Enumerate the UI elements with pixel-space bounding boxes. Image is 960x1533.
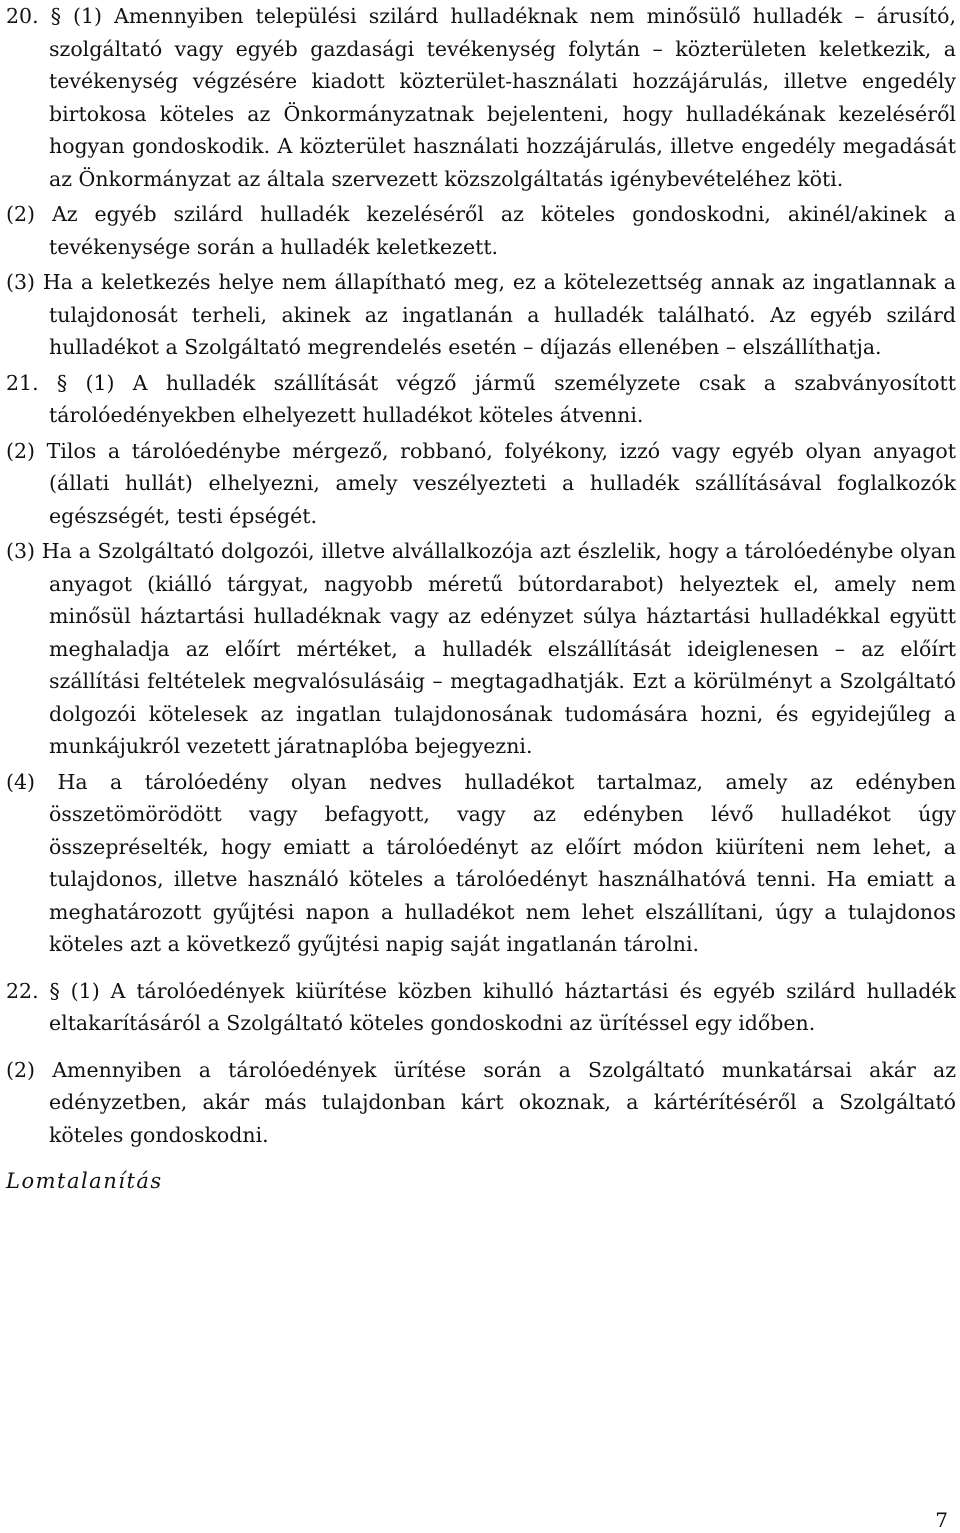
page-number: 7 [935,1508,948,1532]
section-22-sign: § [49,978,60,1003]
section-20-paragraph-1 [6,0,956,195]
section-22-paragraph-1-text: (1) A tárolóedények kiürítése közben kihulló háztartási és egyéb szilárd hulladék eltakarításáról a Szolgáltató köteles gondoskodni az ürítéssel egy időben. [49,978,956,1035]
section-heading-lomtalanitas: Lomtalanítás [6,1169,163,1193]
section-21-sign: § [56,370,68,395]
section-22-paragraph-1 [6,975,956,1040]
section-21-number: 21. [6,370,39,395]
document-page [6,0,956,1533]
section-22-number: 22. [6,978,39,1003]
section-20-sign: § [50,4,61,28]
section-21-paragraph-1 [6,367,956,432]
section-20-paragraph-1-text: (1) Amennyiben települési szilárd hulladéknak nem minősülő hulladék – árusító, szolgáltató vagy egyéb gazdasági tevékenység folytán – közterületen keletkezik, a tevékenység végzésére kiadott közterület-használati hozzájárulás, illetve engedély birtokosa köteles az Önkormányzatnak bejelenteni, hogy hulladékának kezeléséről hogyan gondoskodik. A közterület használati hozzájárulás, illetve engedély megadását az Önkormányzat az általa szervezett közszolgáltatás igénybevételéhez köti. [49,4,956,191]
section-20-number: 20. [6,4,39,28]
section-20-paragraph-2: (2) Az egyéb szilárd hulladék kezeléséről az köteles gondoskodni, akinél/akinek a tevékenysége során a hulladék keletkezett. [6,202,956,259]
section-21-paragraph-2: (2) Tilos a tárolóedénybe mérgező, robbanó, folyékony, izzó vagy egyéb olyan anyagot (állati hullát) elhelyezni, amely veszélyezteti a hulladék szállításával foglalkozók egészségét, testi épségét. [6,438,956,528]
section-21-paragraph-4: (4) Ha a tárolóedény olyan nedves hulladékot tartalmaz, amely az edényben összetömörödött vagy befagyott, vagy az edényben lévő hulladékot úgy összepréselték, hogy emiatt a tárolóedényt az előírt módon kiüríteni nem lehet, a tulajdonos, illetve használó köteles a tárolóedényt használhatóvá tenni. Ha emiatt a meghatározott gyűjtési napon a hulladékot nem lehet elszállítani, úgy a tulajdonos köteles azt a következő gyűjtési napig saját ingatlanán tárolni. [6,769,956,956]
section-22-paragraph-2: (2) Amennyiben a tárolóedények ürítése során a Szolgáltató munkatársai akár az edényzetben, akár más tulajdonban kárt okoznak, a kártérítéséről a Szolgáltató köteles gondoskodni. [6,1057,956,1147]
section-21-paragraph-3: (3) Ha a Szolgáltató dolgozói, illetve alvállalkozója azt észlelik, hogy a tárolóedénybe olyan anyagot (kiálló tárgyat, nagyobb méretű bútordarabot) helyeztek el, amely nem minősül háztartási hulladéknak vagy az edényzet súlya háztartási hulladékkal együtt meghaladja az előírt mértéket, a hulladék elszállítását ideiglenesen – az előírt szállítási feltételek megvalósulásáig – megtagadhatják. Ezt a körülményt a Szolgáltató dolgozói kötelesek az ingatlan tulajdonosának tudomására hozni, és egyidejűleg a munkájukról vezetett járatnaplóba bejegyezni. [6,539,956,758]
section-21-paragraph-1-text: (1) A hulladék szállítását végző jármű személyzete csak a szabványosított tárolóedényekben elhelyezett hulladékot köteles átvenni. [49,370,956,427]
section-20-paragraph-3: (3) Ha a keletkezés helye nem állapítható meg, ez a kötelezettség annak az ingatlannak a tulajdonosát terheli, akinek az ingatlanán a hulladék található. Az egyéb szilárd hulladékot a Szolgáltató megrendelés esetén – díjazás ellenében – elszállíthatja. [6,270,956,359]
